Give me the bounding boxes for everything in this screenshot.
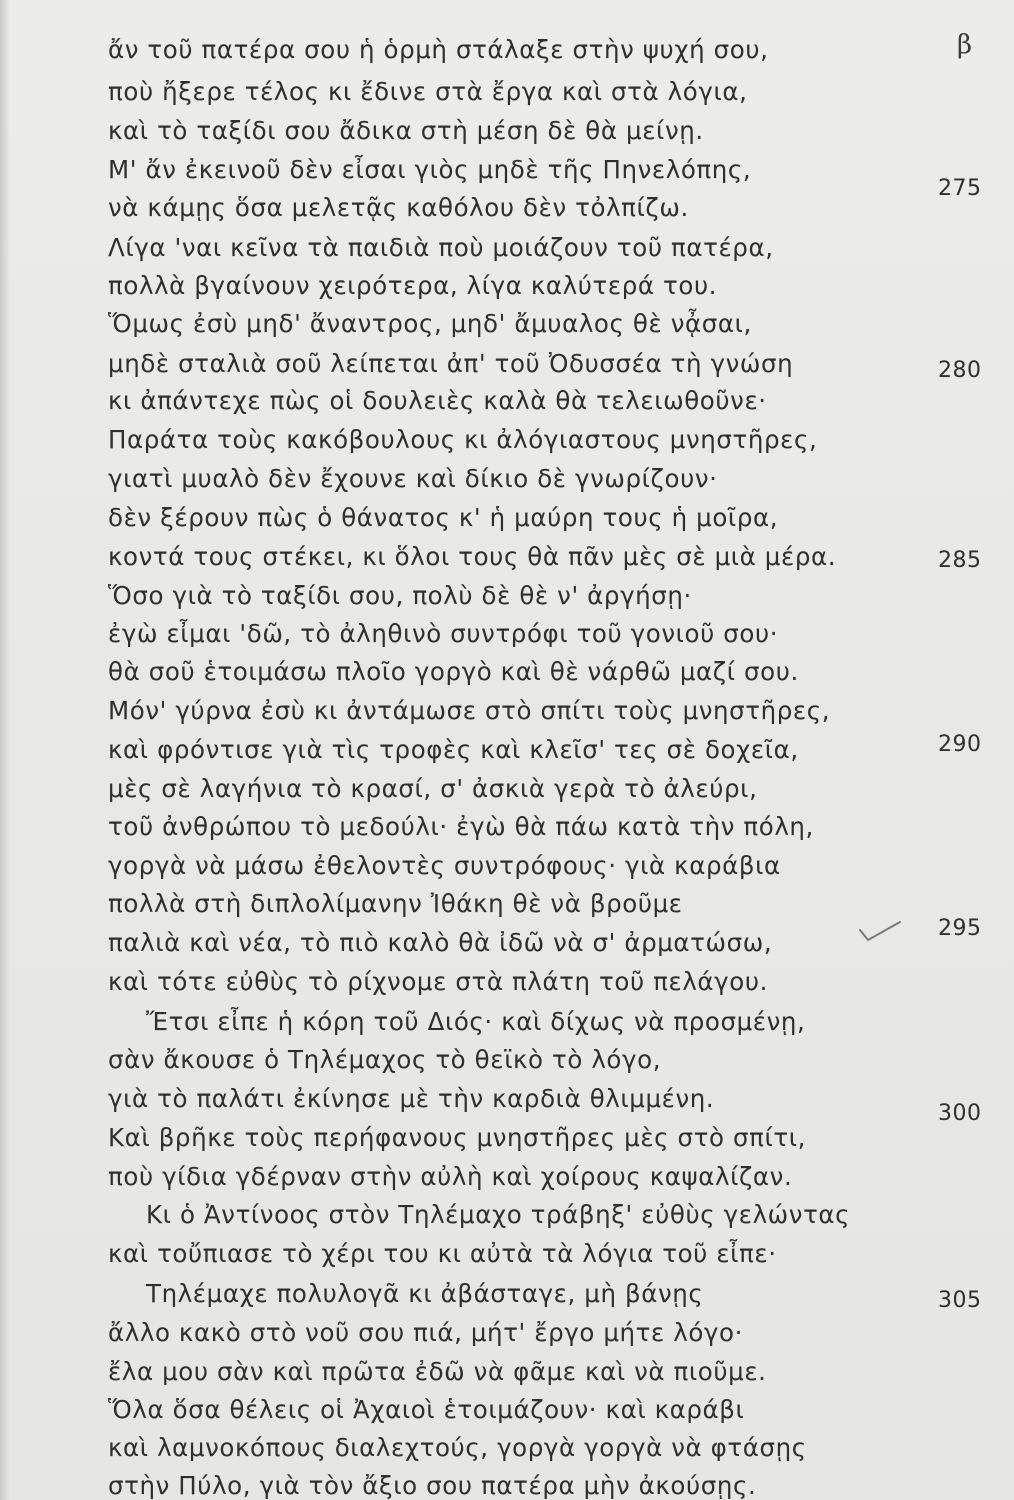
verse-line: Μόν' γύρνα ἐσὺ κι ἀντάμωσε στὸ σπίτι τοὺς μνηστῆρες, — [108, 696, 831, 725]
verse-line: μηδὲ σταλιὰ σοῦ λείπεται ἀπ' τοῦ Ὀδυσσέα τὴ γνώση — [108, 349, 794, 378]
verse-line: παλιὰ καὶ νέα, τὸ πιὸ καλὸ θὰ ἰδῶ νὰ σ' ἀρματώσω, — [108, 928, 773, 957]
verse-line: Κι ὁ Ἀντίνοος στὸν Τηλέμαχο τράβηξ' εὐθὺς γελώντας — [146, 1200, 851, 1229]
line-number: 285 — [938, 548, 982, 573]
verse-line: νὰ κάμῃς ὅσα μελετᾷς καθόλου δὲν τὀλπίζω. — [108, 193, 689, 222]
line-number: 305 — [938, 1288, 982, 1313]
verse-line: στὴν Πύλο, γιὰ τὸν ἄξιο σου πατέρα μὴν ἀκούσῃς. — [108, 1471, 757, 1500]
verse-line: πολλὰ βγαίνουν χειρότερα, λίγα καλύτερά του. — [108, 271, 718, 300]
verse-line: Λίγα 'ναι κεῖνα τὰ παιδιὰ ποὺ μοιάζουν τοῦ πατέρα, — [108, 233, 774, 262]
verse-line: σὰν ἄκουσε ὁ Τηλέμαχος τὸ θεϊκὸ τὸ λόγο, — [108, 1045, 662, 1074]
verse-line: ἄλλο κακὸ στὸ νοῦ σου πιά, μήτ' ἔργο μήτε λόγο· — [108, 1318, 743, 1347]
line-number: 275 — [938, 176, 982, 201]
verse-line: ἄν τοῦ πατέρα σου ἡ ὁρμὴ στάλαξε στὴν ψυχή σου, — [108, 35, 769, 64]
verse-line: πολλὰ στὴ διπλολίμανην Ἰθάκη θὲ νὰ βροῦμε — [108, 889, 683, 918]
verse-line: Ἔτσι εἶπε ἡ κόρη τοῦ Διός· καὶ δίχως νὰ προσμένῃ, — [146, 1007, 806, 1036]
verse-line: καὶ τότε εὐθὺς τὸ ρίχνομε στὰ πλάτη τοῦ πελάγου. — [108, 967, 769, 996]
verse-line: κοντά τους στέκει, κι ὅλοι τους θὰ πᾶν μὲς σὲ μιὰ μέρα. — [108, 542, 837, 571]
check-mark-icon — [856, 918, 906, 944]
verse-line: καὶ φρόντισε γιὰ τὶς τροφὲς καὶ κλεῖσ' τες σὲ δοχεῖα, — [108, 735, 799, 764]
verse-line: τοῦ ἀνθρώπου τὸ μεδούλι· ἐγὼ θὰ πάω κατὰ τὴν πόλη, — [108, 812, 814, 841]
verse-line: Ὅμως ἐσὺ μηδ' ἄναντρος, μηδ' ἄμυαλος θὲ νᾆσαι, — [108, 309, 752, 338]
verse-line: ποὺ ἤξερε τέλος κι ἔδινε στὰ ἔργα καὶ στὰ λόγια, — [108, 77, 748, 106]
line-number: 300 — [938, 1101, 982, 1126]
verse-line: Μ' ἄν ἐκεινοῦ δὲν εἶσαι γιὸς μηδὲ τῆς Πηνελόπης, — [108, 155, 752, 184]
book-letter: β — [957, 30, 973, 60]
line-number: 290 — [938, 732, 982, 757]
verse-line: μὲς σὲ λαγήνια τὸ κρασί, σ' ἀσκιὰ γερὰ τὸ ἀλεύρι, — [108, 774, 758, 803]
verse-line: γοργὰ νὰ μάσω ἐθελοντὲς συντρόφους· γιὰ καράβια — [108, 851, 781, 880]
verse-line: ἔλα μου σὰν καὶ πρῶτα ἐδῶ νὰ φᾶμε καὶ νὰ πιοῦμε. — [108, 1357, 767, 1386]
verse-line: Παράτα τοὺς κακόβουλους κι ἀλόγιαστους μνηστῆρες, — [108, 425, 818, 454]
line-number: 280 — [938, 358, 982, 383]
verse-line: Ὅσο γιὰ τὸ ταξίδι σου, πολὺ δὲ θὲ ν' ἀργήσῃ· — [108, 581, 692, 610]
line-number: 295 — [938, 916, 982, 941]
verse-line: Τηλέμαχε πολυλογᾶ κι ἀβάσταγε, μὴ βάνῃς — [146, 1279, 704, 1308]
verse-line: κι ἀπάντεχε πὼς οἱ δουλειὲς καλὰ θὰ τελειωθοῦνε· — [108, 386, 767, 415]
verse-line: θὰ σοῦ ἑτοιμάσω πλοῖο γοργὸ καὶ θὲ νάρθῶ μαζί σου. — [108, 657, 799, 686]
verse-line: καὶ λαμνοκόπους διαλεχτούς, γοργὰ γοργὰ νὰ φτάσῃς — [108, 1433, 807, 1462]
verse-line: Ὅλα ὅσα θέλεις οἱ Ἀχαιοὶ ἑτοιμάζουν· καὶ καράβι — [108, 1395, 745, 1424]
verse-line: ποὺ γίδια γδέρναν στὴν αὐλὴ καὶ χοίρους καψαλίζαν. — [108, 1162, 793, 1191]
verse-line: καὶ τὸ ταξίδι σου ἄδικα στὴ μέση δὲ θὰ μείνῃ. — [108, 116, 704, 145]
verse-line: γιὰ τὸ παλάτι ἐκίνησε μὲ τὴν καρδιὰ θλιμμένη. — [108, 1084, 715, 1113]
verse-line: καὶ τοὔπιασε τὸ χέρι του κι αὐτὰ τὰ λόγια τοῦ εἶπε· — [108, 1239, 777, 1268]
verse-line: Καὶ βρῆκε τοὺς περήφανους μνηστῆρες μὲς στὸ σπίτι, — [108, 1123, 806, 1152]
verse-line: ἐγὼ εἶμαι 'δῶ, τὸ ἀληθινὸ συντρόφι τοῦ γονιοῦ σου· — [108, 619, 779, 648]
verse-line: δὲν ξέρουν πὼς ὁ θάνατος κ' ἡ μαύρη τους ἡ μοῖρα, — [108, 503, 779, 532]
verse-line: γιατὶ μυαλὸ δὲν ἔχουνε καὶ δίκιο δὲ γνωρίζουν· — [108, 464, 718, 493]
